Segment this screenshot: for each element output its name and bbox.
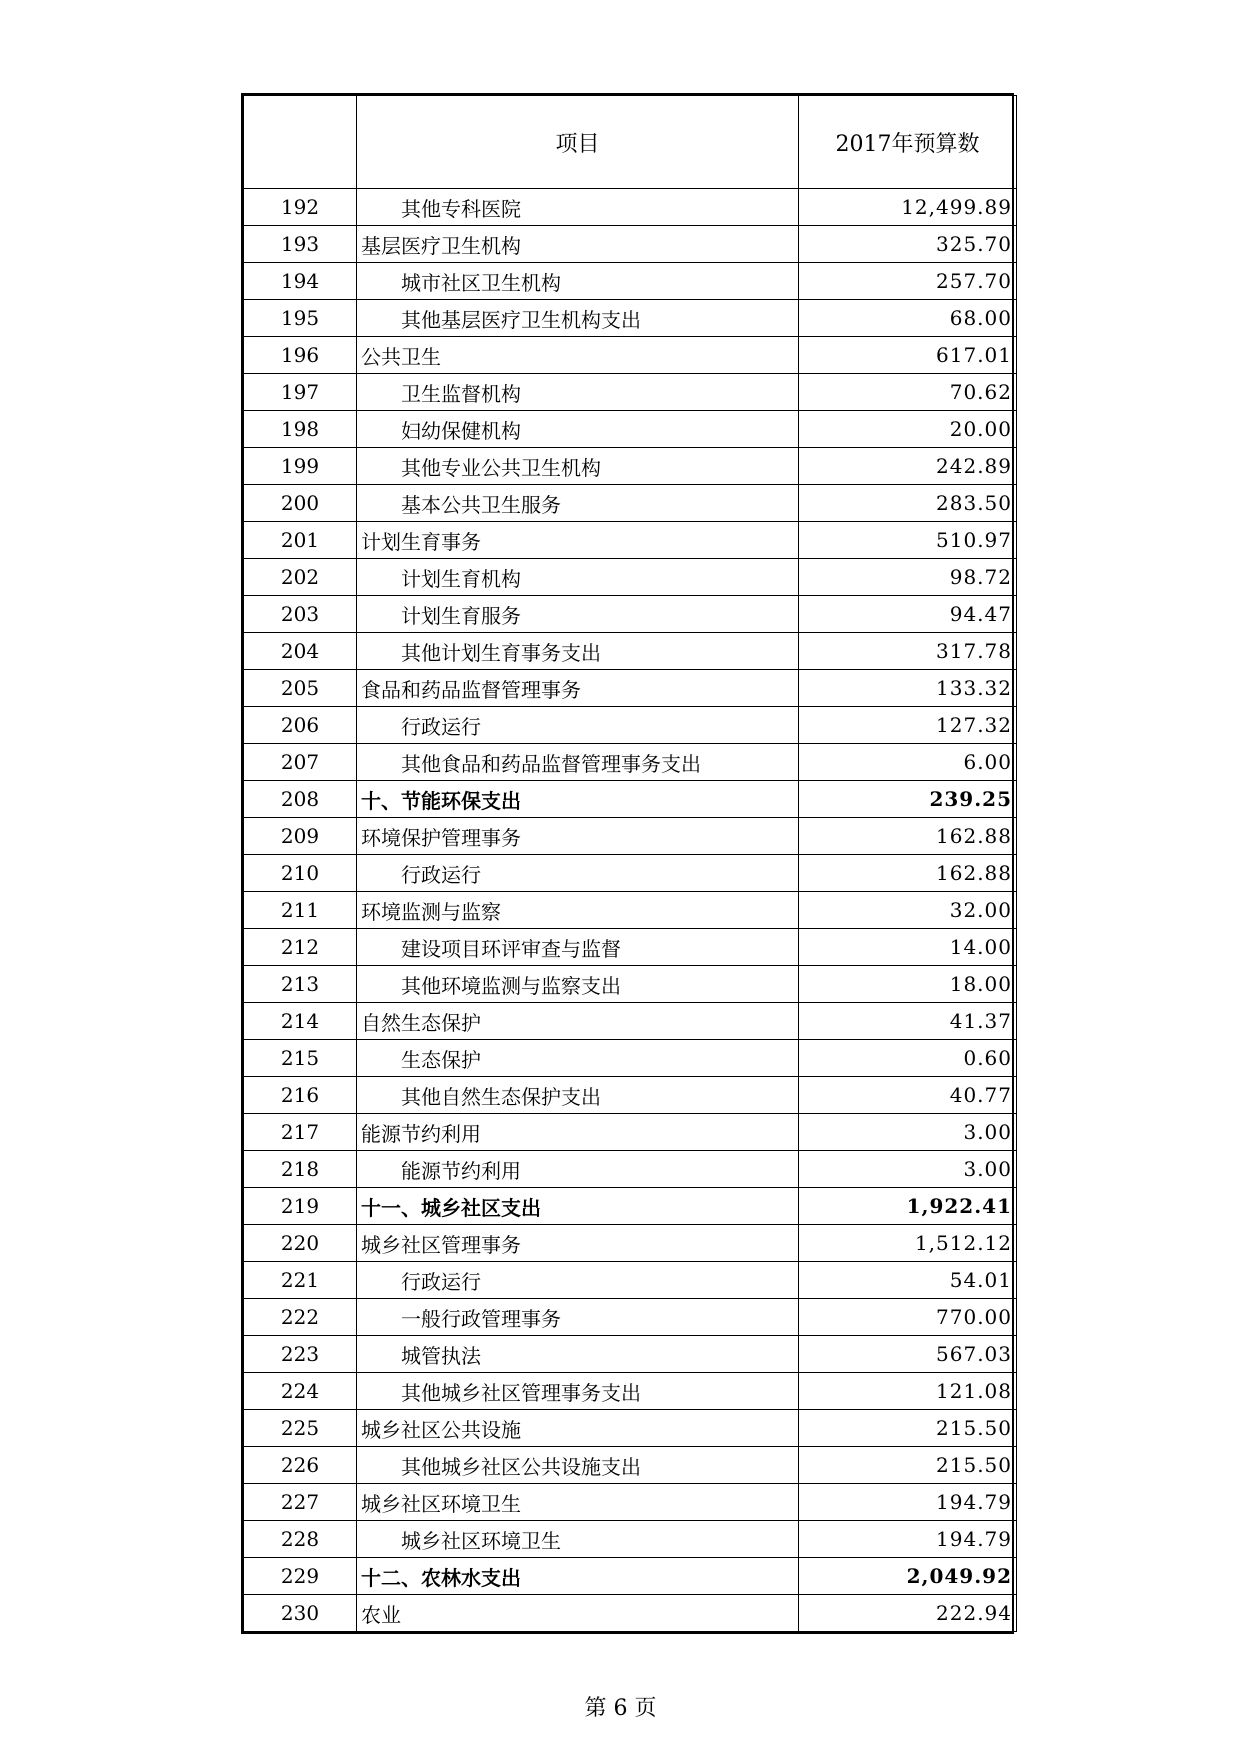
row-budget-value: 14.00 bbox=[799, 929, 1017, 966]
row-item-name: 能源节约利用 bbox=[357, 1151, 799, 1188]
row-number: 222 bbox=[244, 1299, 357, 1336]
row-number: 202 bbox=[244, 559, 357, 596]
row-item-name: 妇幼保健机构 bbox=[357, 411, 799, 448]
row-number: 213 bbox=[244, 966, 357, 1003]
row-number: 220 bbox=[244, 1225, 357, 1262]
row-budget-value: 239.25 bbox=[799, 781, 1017, 818]
table-row bbox=[244, 1299, 1017, 1336]
row-budget-value: 40.77 bbox=[799, 1077, 1017, 1114]
row-item-name: 行政运行 bbox=[357, 855, 799, 892]
row-number: 205 bbox=[244, 670, 357, 707]
row-item-name: 城乡社区环境卫生 bbox=[357, 1484, 799, 1521]
row-number: 228 bbox=[244, 1521, 357, 1558]
table-row bbox=[244, 1558, 1017, 1595]
row-item-name: 其他环境监测与监察支出 bbox=[357, 966, 799, 1003]
row-number: 212 bbox=[244, 929, 357, 966]
row-budget-value: 1,922.41 bbox=[799, 1188, 1017, 1225]
table-row bbox=[244, 818, 1017, 855]
row-budget-value: 98.72 bbox=[799, 559, 1017, 596]
row-number: 211 bbox=[244, 892, 357, 929]
row-number: 192 bbox=[244, 189, 357, 226]
row-budget-value: 121.08 bbox=[799, 1373, 1017, 1410]
row-number: 216 bbox=[244, 1077, 357, 1114]
table-row bbox=[244, 1595, 1017, 1632]
row-budget-value: 317.78 bbox=[799, 633, 1017, 670]
row-number: 194 bbox=[244, 263, 357, 300]
row-budget-value: 510.97 bbox=[799, 522, 1017, 559]
row-budget-value: 6.00 bbox=[799, 744, 1017, 781]
row-item-name: 十二、农林水支出 bbox=[357, 1558, 799, 1595]
table-row bbox=[244, 1484, 1017, 1521]
table-row bbox=[244, 744, 1017, 781]
row-number: 229 bbox=[244, 1558, 357, 1595]
row-item-name: 其他自然生态保护支出 bbox=[357, 1077, 799, 1114]
table-row bbox=[244, 448, 1017, 485]
table-row bbox=[244, 300, 1017, 337]
row-item-name: 计划生育事务 bbox=[357, 522, 799, 559]
row-number: 204 bbox=[244, 633, 357, 670]
row-item-name: 环境监测与监察 bbox=[357, 892, 799, 929]
row-item-name: 公共卫生 bbox=[357, 337, 799, 374]
table-row bbox=[244, 411, 1017, 448]
row-budget-value: 54.01 bbox=[799, 1262, 1017, 1299]
row-number: 197 bbox=[244, 374, 357, 411]
table-row bbox=[244, 1003, 1017, 1040]
row-item-name: 自然生态保护 bbox=[357, 1003, 799, 1040]
row-budget-value: 222.94 bbox=[799, 1595, 1017, 1632]
row-item-name: 城乡社区环境卫生 bbox=[357, 1521, 799, 1558]
row-budget-value: 20.00 bbox=[799, 411, 1017, 448]
page-number: 第 6 页 bbox=[584, 1696, 657, 1721]
row-budget-value: 3.00 bbox=[799, 1151, 1017, 1188]
row-budget-value: 162.88 bbox=[799, 855, 1017, 892]
row-number: 196 bbox=[244, 337, 357, 374]
table-row bbox=[244, 263, 1017, 300]
row-item-name: 行政运行 bbox=[357, 707, 799, 744]
row-number: 207 bbox=[244, 744, 357, 781]
table-row bbox=[244, 1225, 1017, 1262]
table-row bbox=[244, 670, 1017, 707]
row-item-name: 计划生育服务 bbox=[357, 596, 799, 633]
row-budget-value: 617.01 bbox=[799, 337, 1017, 374]
row-budget-value: 283.50 bbox=[799, 485, 1017, 522]
row-item-name: 一般行政管理事务 bbox=[357, 1299, 799, 1336]
table-row bbox=[244, 1336, 1017, 1373]
table-row bbox=[244, 855, 1017, 892]
row-number: 193 bbox=[244, 226, 357, 263]
row-item-name: 城乡社区公共设施 bbox=[357, 1410, 799, 1447]
row-budget-value: 70.62 bbox=[799, 374, 1017, 411]
table-row bbox=[244, 1521, 1017, 1558]
budget-table bbox=[243, 95, 1017, 1632]
row-item-name: 其他计划生育事务支出 bbox=[357, 633, 799, 670]
row-number: 215 bbox=[244, 1040, 357, 1077]
table-row bbox=[244, 1040, 1017, 1077]
table-row bbox=[244, 1410, 1017, 1447]
row-number: 219 bbox=[244, 1188, 357, 1225]
row-number: 203 bbox=[244, 596, 357, 633]
budget-table-container bbox=[241, 93, 1014, 1634]
table-row bbox=[244, 633, 1017, 670]
row-number: 210 bbox=[244, 855, 357, 892]
header-budget: 2017年预算数 bbox=[799, 96, 1017, 189]
row-number: 230 bbox=[244, 1595, 357, 1632]
table-row bbox=[244, 966, 1017, 1003]
row-item-name: 其他专业公共卫生机构 bbox=[357, 448, 799, 485]
table-row bbox=[244, 1188, 1017, 1225]
table-row bbox=[244, 1373, 1017, 1410]
row-budget-value: 32.00 bbox=[799, 892, 1017, 929]
row-budget-value: 94.47 bbox=[799, 596, 1017, 633]
row-budget-value: 2,049.92 bbox=[799, 1558, 1017, 1595]
row-budget-value: 41.37 bbox=[799, 1003, 1017, 1040]
row-budget-value: 194.79 bbox=[799, 1521, 1017, 1558]
table-row bbox=[244, 1447, 1017, 1484]
row-budget-value: 325.70 bbox=[799, 226, 1017, 263]
row-budget-value: 257.70 bbox=[799, 263, 1017, 300]
row-number: 200 bbox=[244, 485, 357, 522]
row-item-name: 行政运行 bbox=[357, 1262, 799, 1299]
row-item-name: 城管执法 bbox=[357, 1336, 799, 1373]
row-item-name: 十一、城乡社区支出 bbox=[357, 1188, 799, 1225]
row-item-name: 建设项目环评审查与监督 bbox=[357, 929, 799, 966]
row-number: 217 bbox=[244, 1114, 357, 1151]
row-budget-value: 162.88 bbox=[799, 818, 1017, 855]
row-budget-value: 770.00 bbox=[799, 1299, 1017, 1336]
row-item-name: 食品和药品监督管理事务 bbox=[357, 670, 799, 707]
table-row bbox=[244, 189, 1017, 226]
table-row bbox=[244, 485, 1017, 522]
row-item-name: 十、节能环保支出 bbox=[357, 781, 799, 818]
row-item-name: 环境保护管理事务 bbox=[357, 818, 799, 855]
row-budget-value: 12,499.89 bbox=[799, 189, 1017, 226]
row-budget-value: 127.32 bbox=[799, 707, 1017, 744]
row-item-name: 能源节约利用 bbox=[357, 1114, 799, 1151]
table-header-row bbox=[244, 96, 1017, 189]
table-row bbox=[244, 781, 1017, 818]
row-budget-value: 242.89 bbox=[799, 448, 1017, 485]
row-item-name: 基本公共卫生服务 bbox=[357, 485, 799, 522]
table-row bbox=[244, 1114, 1017, 1151]
row-item-name: 城市社区卫生机构 bbox=[357, 263, 799, 300]
row-number: 224 bbox=[244, 1373, 357, 1410]
table-row bbox=[244, 596, 1017, 633]
row-item-name: 农业 bbox=[357, 1595, 799, 1632]
table-row bbox=[244, 226, 1017, 263]
table-row bbox=[244, 337, 1017, 374]
table-body bbox=[244, 189, 1017, 1632]
row-number: 206 bbox=[244, 707, 357, 744]
row-number: 195 bbox=[244, 300, 357, 337]
row-number: 221 bbox=[244, 1262, 357, 1299]
row-number: 198 bbox=[244, 411, 357, 448]
row-item-name: 卫生监督机构 bbox=[357, 374, 799, 411]
row-budget-value: 133.32 bbox=[799, 670, 1017, 707]
row-item-name: 其他专科医院 bbox=[357, 189, 799, 226]
row-number: 226 bbox=[244, 1447, 357, 1484]
table-row bbox=[244, 1077, 1017, 1114]
table-row bbox=[244, 1262, 1017, 1299]
table-row bbox=[244, 522, 1017, 559]
row-item-name: 生态保护 bbox=[357, 1040, 799, 1077]
row-number: 201 bbox=[244, 522, 357, 559]
row-item-name: 其他基层医疗卫生机构支出 bbox=[357, 300, 799, 337]
row-budget-value: 68.00 bbox=[799, 300, 1017, 337]
row-item-name: 其他食品和药品监督管理事务支出 bbox=[357, 744, 799, 781]
row-number: 227 bbox=[244, 1484, 357, 1521]
row-number: 214 bbox=[244, 1003, 357, 1040]
row-number: 225 bbox=[244, 1410, 357, 1447]
row-budget-value: 3.00 bbox=[799, 1114, 1017, 1151]
row-number: 208 bbox=[244, 781, 357, 818]
header-item: 项目 bbox=[357, 96, 799, 189]
row-number: 218 bbox=[244, 1151, 357, 1188]
row-budget-value: 0.60 bbox=[799, 1040, 1017, 1077]
table-row bbox=[244, 374, 1017, 411]
row-number: 209 bbox=[244, 818, 357, 855]
row-item-name: 基层医疗卫生机构 bbox=[357, 226, 799, 263]
row-item-name: 计划生育机构 bbox=[357, 559, 799, 596]
row-budget-value: 1,512.12 bbox=[799, 1225, 1017, 1262]
row-budget-value: 194.79 bbox=[799, 1484, 1017, 1521]
row-budget-value: 215.50 bbox=[799, 1410, 1017, 1447]
table-row bbox=[244, 929, 1017, 966]
table-row bbox=[244, 559, 1017, 596]
row-budget-value: 567.03 bbox=[799, 1336, 1017, 1373]
table-row bbox=[244, 892, 1017, 929]
row-item-name: 其他城乡社区管理事务支出 bbox=[357, 1373, 799, 1410]
table-row bbox=[244, 707, 1017, 744]
row-number: 223 bbox=[244, 1336, 357, 1373]
table-row bbox=[244, 1151, 1017, 1188]
header-index bbox=[244, 96, 357, 189]
row-budget-value: 18.00 bbox=[799, 966, 1017, 1003]
row-number: 199 bbox=[244, 448, 357, 485]
row-budget-value: 215.50 bbox=[799, 1447, 1017, 1484]
row-item-name: 其他城乡社区公共设施支出 bbox=[357, 1447, 799, 1484]
row-item-name: 城乡社区管理事务 bbox=[357, 1225, 799, 1262]
